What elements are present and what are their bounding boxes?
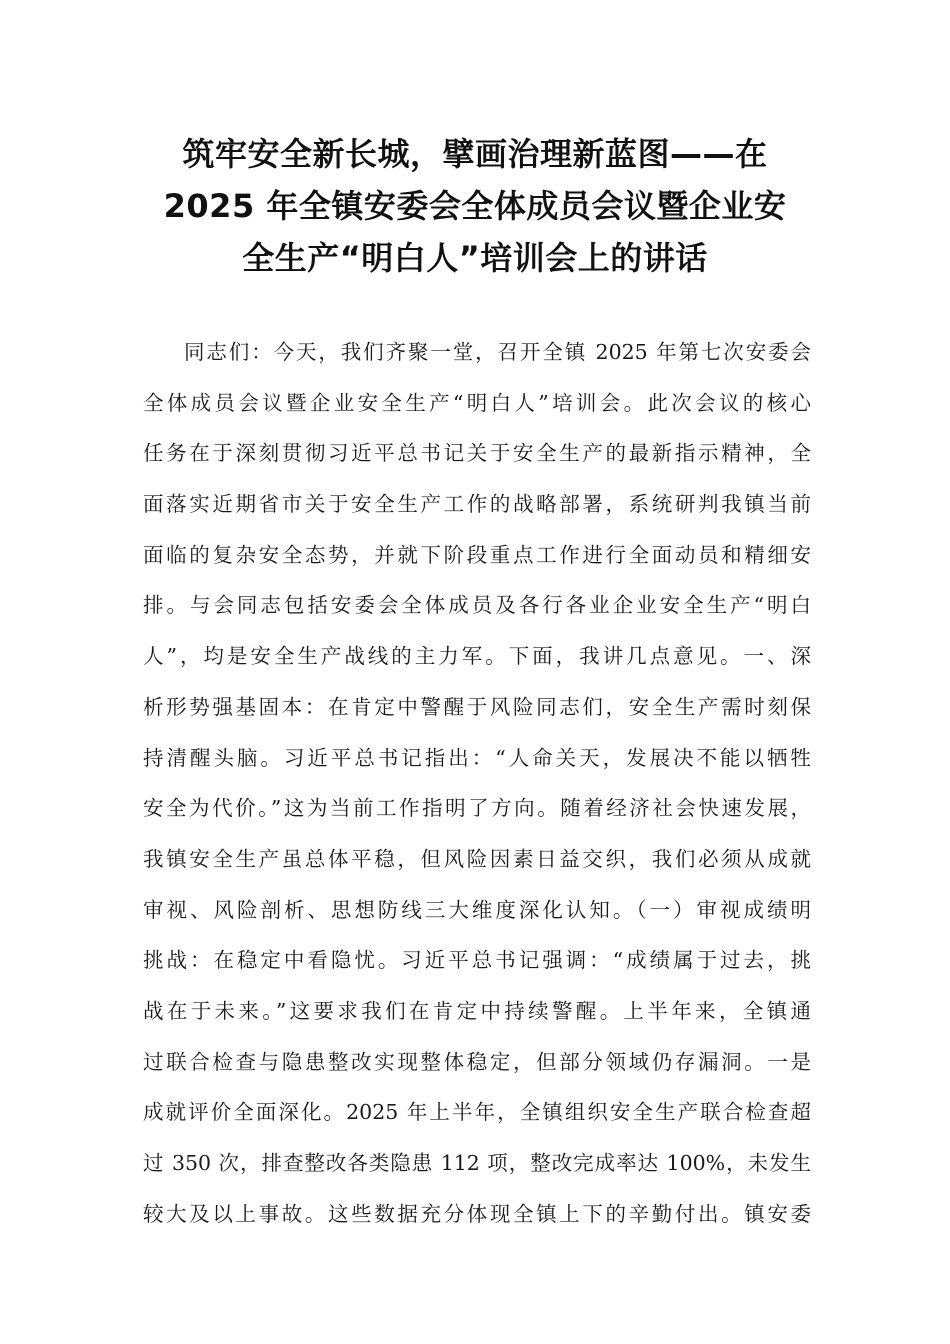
document-body — [143, 327, 811, 1239]
body-line: 挑战：在稳定中看隐忧。习近平总书记强调：“成绩属于过去，挑 — [143, 948, 811, 973]
body-line: 安全为代价。”这为当前工作指明了方向。随着经济社会快速发展， — [143, 796, 811, 821]
body-line: 较大及以上事故。这些数据充分体现全镇上下的辛勤付出。镇安委 — [143, 1201, 811, 1226]
title-line: 2025 年全镇安委会全体成员会议暨企业安 — [163, 187, 787, 225]
body-line: 持清醒头脑。习近平总书记指出：“人命关天，发展决不能以牺牲 — [143, 745, 811, 770]
body-line: 任务在于深刻贯彻习近平总书记关于安全生产的最新指示精神，全 — [143, 441, 811, 466]
body-line: 人”，均是安全生产战线的主力军。下面，我讲几点意见。一、深 — [143, 644, 811, 669]
title-line: 全生产“明白人”培训会上的讲话 — [242, 239, 708, 277]
body-line: 战在于未来。”这要求我们在肯定中持续警醒。上半年来，全镇通 — [143, 998, 811, 1023]
title-line: 筑牢安全新长城，擘画治理新蓝图——在 — [182, 135, 768, 173]
body-line: 成就评价全面深化。2025 年上半年，全镇组织安全生产联合检查超 — [143, 1100, 811, 1125]
body-line: 我镇安全生产虽总体平稳，但风险因素日益交织，我们必须从成就 — [143, 846, 811, 871]
body-line: 排。与会同志包括安委会全体成员及各行各业企业安全生产“明白 — [143, 593, 811, 618]
body-line: 同志们：今天，我们齐聚一堂，召开全镇 2025 年第七次安委会 — [184, 340, 811, 364]
body-line: 过 350 次，排查整改各类隐患 112 项，整改完成率达 100%，未发生 — [143, 1151, 811, 1175]
body-line: 析形势强基固本：在肯定中警醒于风险同志们，安全生产需时刻保 — [143, 694, 811, 719]
body-line: 面落实近期省市关于安全生产工作的战略部署，系统研判我镇当前 — [143, 492, 811, 517]
body-line: 全体成员会议暨企业安全生产“明白人”培训会。此次会议的核心 — [143, 390, 811, 415]
body-line: 过联合检查与隐患整改实现整体稳定，但部分领域仍存漏洞。一是 — [143, 1049, 811, 1074]
body-line: 面临的复杂安全态势，并就下阶段重点工作进行全面动员和精细安 — [143, 542, 811, 567]
body-line: 审视、风险剖析、思想防线三大维度深化认知。（一）审视成绩明 — [143, 897, 811, 922]
document-title — [140, 128, 810, 284]
